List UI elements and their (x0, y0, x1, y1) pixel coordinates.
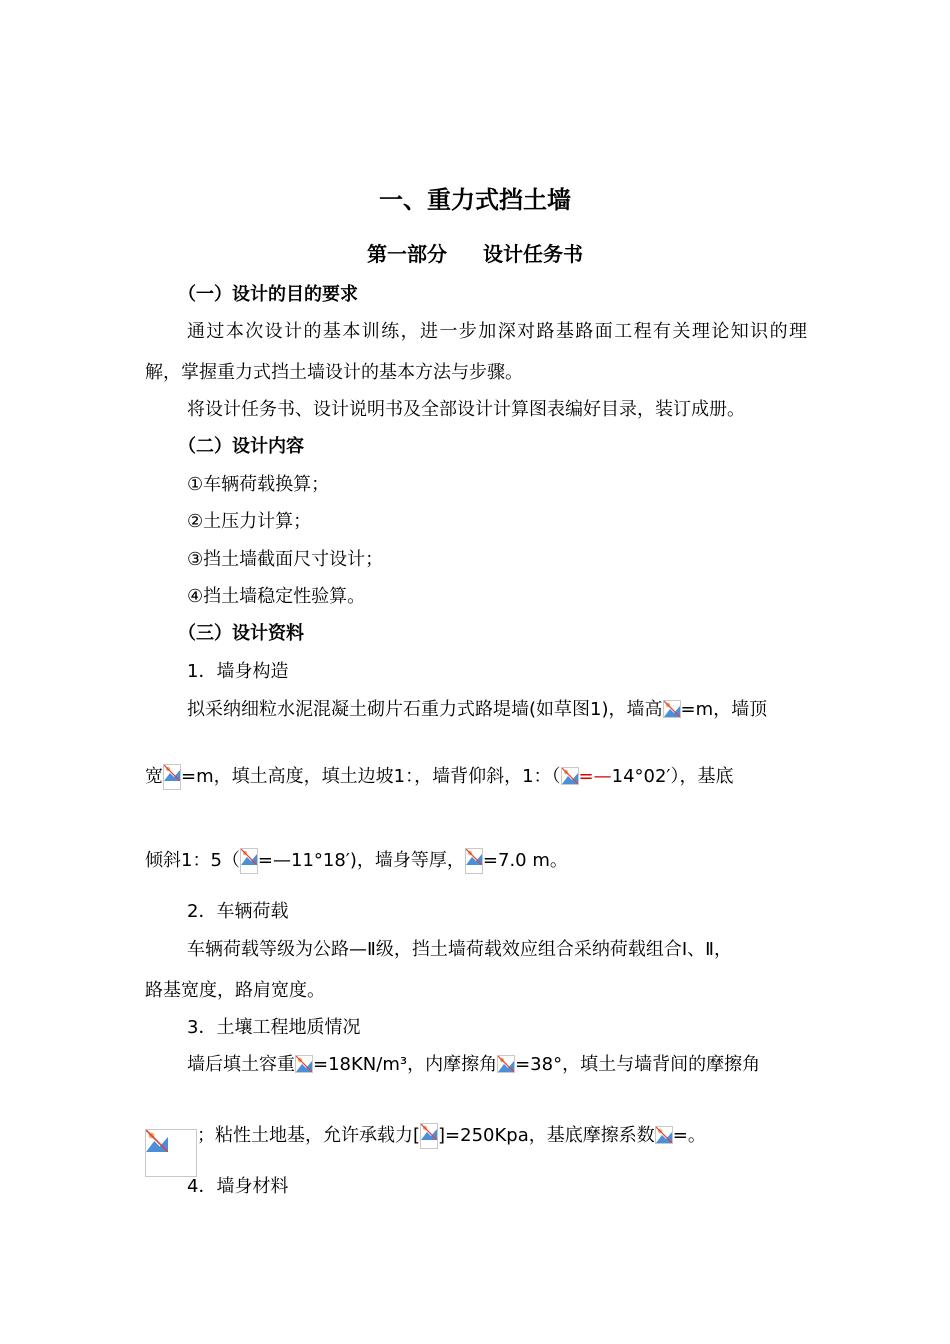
paragraph-purpose-line1: 通过本次设计的基本训练，进一步加深对路基路面工程有关理论知识的理 (187, 321, 807, 342)
broken-image-icon (655, 1126, 673, 1144)
section-heading-content: （二）设计内容 (178, 436, 304, 457)
broken-image-icon (465, 848, 483, 874)
text-run: ]=250Kpa，基底摩擦系数 (438, 1125, 655, 1146)
vehicle-load-line2: 路基宽度，路肩宽度。 (145, 980, 325, 1001)
soil-conditions-line1 (187, 1053, 760, 1077)
subtitle-part: 第一部分 (367, 242, 447, 266)
list-item: ①车辆荷载换算； (187, 474, 330, 495)
text-run: =18KN/m³，内摩擦角 (313, 1054, 498, 1075)
wall-structure-line2 (145, 764, 734, 790)
wall-structure-line1 (187, 698, 767, 722)
vehicle-load-line1: 车辆荷载等级为公路—Ⅱ级，挡土墙荷载效应组合采纳荷载组合Ⅰ、Ⅱ， (187, 939, 733, 960)
soil-conditions-line2 (145, 1123, 706, 1177)
paragraph-purpose-line2: 解，掌握重力式挡土墙设计的基本方法与步骤。 (145, 362, 523, 383)
page-subtitle (0, 241, 950, 267)
broken-image-icon (240, 848, 258, 874)
page-title: 一、重力式挡土墙 (379, 186, 571, 214)
list-item: ②土压力计算； (187, 511, 312, 532)
subheading-soil-conditions: 3．土壤工程地质情况 (187, 1017, 361, 1038)
paragraph-binding: 将设计任务书、设计说明书及全部设计计算图表编好目录，装订成册。 (187, 399, 745, 420)
subheading-vehicle-load: 2．车辆荷载 (187, 901, 289, 922)
wall-structure-line3 (145, 848, 568, 874)
text-run: =7.0 m。 (482, 850, 568, 871)
text-run: =— (578, 766, 612, 787)
text-run: 14°02′），基底 (611, 766, 734, 787)
subheading-wall-material: 4．墙身材料 (187, 1176, 289, 1197)
text-run: =。 (672, 1125, 706, 1146)
text-run: =38°，填土与墙背间的摩擦角 (515, 1054, 761, 1075)
broken-image-icon (663, 700, 681, 718)
section-heading-purpose: （一）设计的目的要求 (178, 284, 358, 305)
text-run: 墙后填土容重 (187, 1054, 295, 1075)
text-run: 宽 (145, 766, 163, 787)
broken-image-icon (497, 1055, 515, 1073)
broken-image-icon (163, 764, 181, 790)
list-item: ④挡土墙稳定性验算。 (187, 586, 366, 607)
text-run: =m，填土高度，填土边坡1：，墙背仰斜，1：（ (181, 766, 561, 787)
subheading-wall-structure: 1．墙身构造 (187, 661, 289, 682)
text-run: =m，墙顶 (680, 699, 768, 720)
broken-image-icon (561, 767, 579, 785)
section-heading-data: （三）设计资料 (178, 623, 304, 644)
text-run: 倾斜1：5（ (145, 850, 240, 871)
list-item: ③挡土墙截面尺寸设计； (187, 549, 384, 570)
broken-image-icon (420, 1123, 438, 1149)
text-run: 拟采纳细粒水泥混凝土砌片石重力式路堤墙(如草图1)，墙高 (187, 699, 663, 720)
text-run: =—11°18′)，墙身等厚， (257, 850, 465, 871)
subtitle-name: 设计任务书 (483, 242, 583, 266)
text-run: ；粘性土地基，允许承载力[ (197, 1125, 421, 1146)
broken-image-icon (145, 1129, 197, 1177)
broken-image-icon (295, 1055, 313, 1073)
